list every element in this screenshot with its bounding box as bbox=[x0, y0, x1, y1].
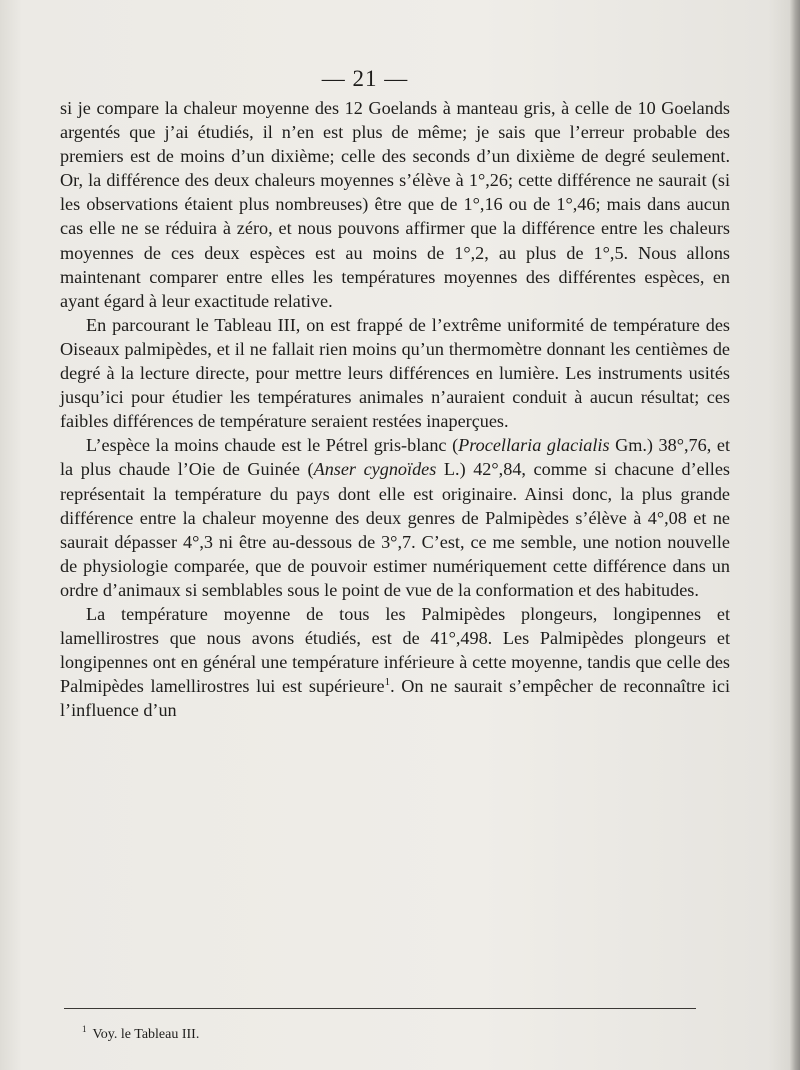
page-edge-shadow bbox=[790, 0, 800, 1070]
paragraph-3-text-b: Gm.) 38°,76, et la plus chaude l’Oie de Guinée ( bbox=[60, 435, 730, 480]
paragraph-2: En parcourant le Tableau III, on est frappé de l’extrême uniformité de température des Oiseaux palmipèdes, et il ne fallait rien moins qu’un thermomètre donnant les centièmes de degré à la lecture directe, pour mettre leurs différences en lumière. Les instruments usités jusqu’ici pour étudier les températures animales n’auraient conduit à aucun résultat; ces faibles différences de température seraient restées inaperçues. bbox=[60, 314, 730, 432]
paragraph-4 bbox=[60, 602, 730, 722]
footnote-text: Voy. le Tableau III. bbox=[92, 1027, 200, 1042]
latin-name-anser: Anser cygnoïdes bbox=[313, 459, 437, 480]
paragraph-3 bbox=[60, 433, 730, 602]
footnote-reference: 1 bbox=[384, 676, 391, 689]
paragraph-3-text-a: L’espèce la moins chaude est le Pétrel gris-blanc ( bbox=[86, 435, 459, 456]
footnote-divider bbox=[64, 1008, 696, 1009]
page-number: — 21 — bbox=[321, 66, 409, 91]
paragraph-4-text-b: . On ne saurait s’empêcher de reconnaître ici l’influence d’un bbox=[60, 676, 730, 721]
latin-name-procellaria: Procellaria glacialis bbox=[458, 435, 610, 456]
body-text bbox=[60, 96, 730, 722]
footnote-marker: 1 bbox=[82, 1024, 87, 1035]
paragraph-3-text-c: L.) 42°,84, comme si chacune d’elles représentait la température du pays dont elle est originaire. Ainsi donc, la plus grande différence entre la chaleur moyenne des deux genres de Palmipèdes s’élève à 4°,08 et ne saurait dépasser 4°,3 ni être au-dessous de 3°,7. C’est, ce me semble, une notion nouvelle de physiologie comparée, que de pouvoir estimer numériquement cette différence dans un ordre d’animaux si semblables sous le point de vue de la conformation et des habitudes. bbox=[60, 459, 731, 600]
paragraph-4-text-a: La température moyenne de tous les Palmipèdes plongeurs, longipennes et lamellirostres que nous avons étudiés, est de 41°,498. Les Palmipèdes plongeurs et longipennes ont en général une température inférieure à cette moyenne, tandis que celle des Palmipèdes lamellirostres lui est supérieure bbox=[60, 603, 730, 697]
footnote bbox=[82, 1026, 682, 1044]
paragraph-1: si je compare la chaleur moyenne des 12 Goelands à manteau gris, à celle de 10 Goelands argentés que j’ai étudiés, il n’en est plus de même; je sais que l’erreur probable des premiers est de moins d’un dixième; celle des seconds d’un dixième de degré seulement. Or, la différence des deux chaleurs moyennes s’élève à 1°,26; cette différence ne saurait (si les observations étaient plus nombreuses) être que de 1°,16 ou de 1°,46; mais dans aucun cas elle ne se réduira à zéro, et nous pouvons affirmer que la différence entre les chaleurs moyennes de ces deux espèces est au moins de 1°,2, au plus de 1°,5. Nous allons maintenant comparer entre elles les températures moyennes des différentes espèces, en ayant égard à leur exactitude relative. bbox=[60, 98, 730, 311]
